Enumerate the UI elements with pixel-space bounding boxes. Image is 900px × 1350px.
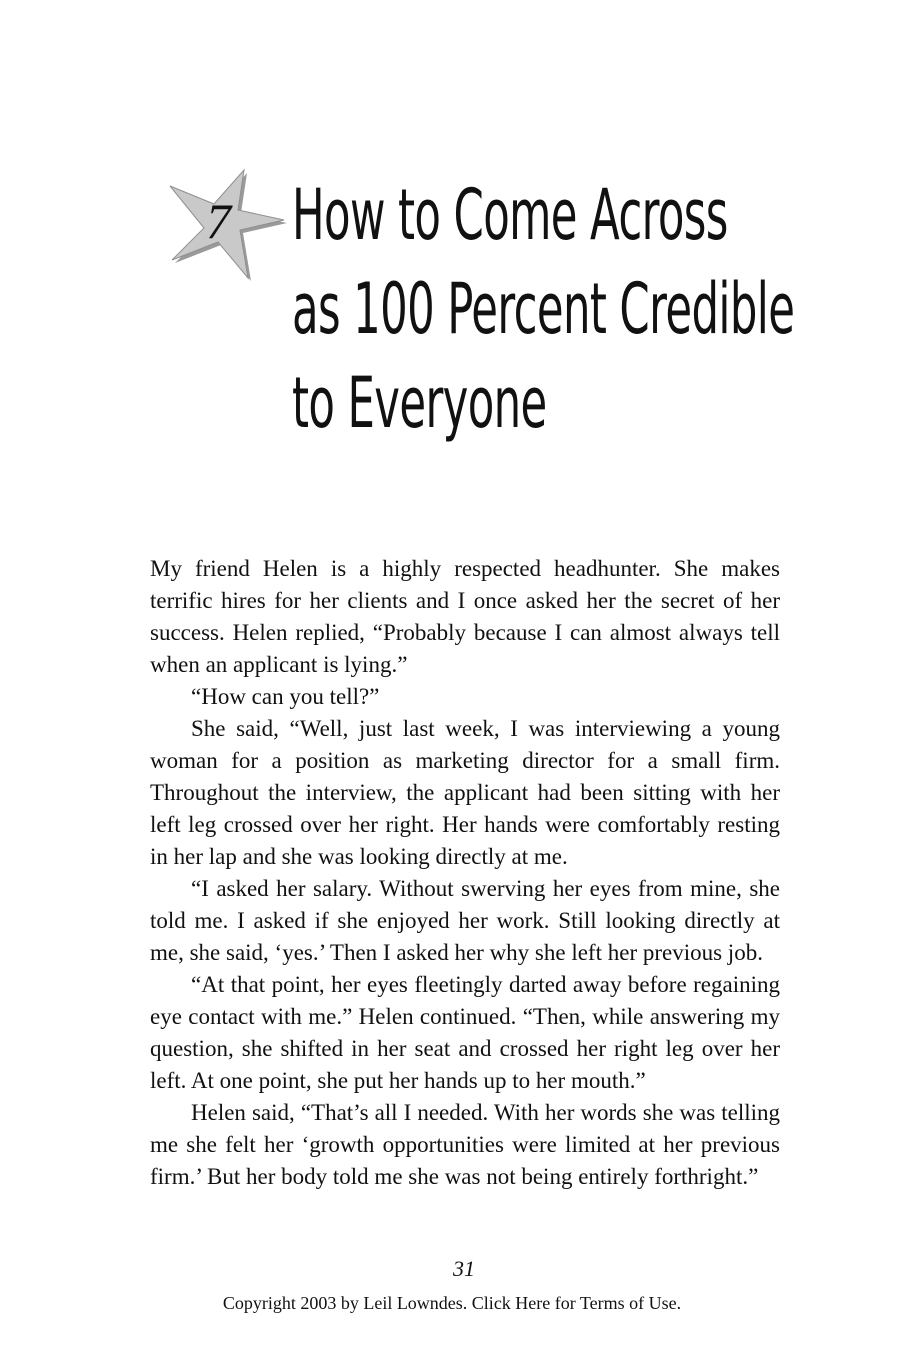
- chapter-body: [150, 553, 780, 1193]
- paragraph: “I asked her salary. Without swerving her eyes from mine, she told me. I asked if she enjoyed her work. Still looking directly at me, she said, ‘yes.’ Then I asked her why she left her previous job.: [150, 876, 780, 965]
- chapter-title-line: as 100 Percent Credible: [292, 268, 795, 350]
- paragraph: Helen said, “That’s all I needed. With her words she was telling me she felt her ‘growth opportunities were limited at her previous firm.’ But her body told me she was not being entirely forthright.”: [150, 1100, 780, 1189]
- chapter-number: 7: [206, 193, 231, 249]
- chapter-title: [292, 168, 852, 450]
- copyright-link[interactable]: Copyright 2003 by Leil Lowndes. Click Here for Terms of Use.: [222, 1293, 682, 1313]
- paragraph: “How can you tell?”: [191, 684, 380, 709]
- chapter-title-line: How to Come Across: [292, 174, 728, 256]
- chapter-title-line: to Everyone: [292, 362, 547, 444]
- chapter-badge: [166, 166, 288, 284]
- page-number: 31: [453, 1256, 475, 1281]
- paragraph: She said, “Well, just last week, I was interviewing a young woman for a position as marketing director for a small firm. Throughout the interview, the applicant had been sitting with her left leg crossed over her right. Her hands were comfortably resting in her lap and she was looking directly at me.: [150, 716, 780, 869]
- paragraph: “At that point, her eyes fleetingly darted away before regaining eye contact with me.” Helen continued. “Then, while answering my question, she shifted in her seat and crossed her right leg over her left. At one point, she put her hands up to her mouth.”: [150, 972, 780, 1093]
- paragraph: My friend Helen is a highly respected headhunter. She makes terrific hires for her clients and I once asked her the secret of her success. Helen replied, “Probably because I can almost always tell when an applicant is lying.”: [150, 556, 780, 677]
